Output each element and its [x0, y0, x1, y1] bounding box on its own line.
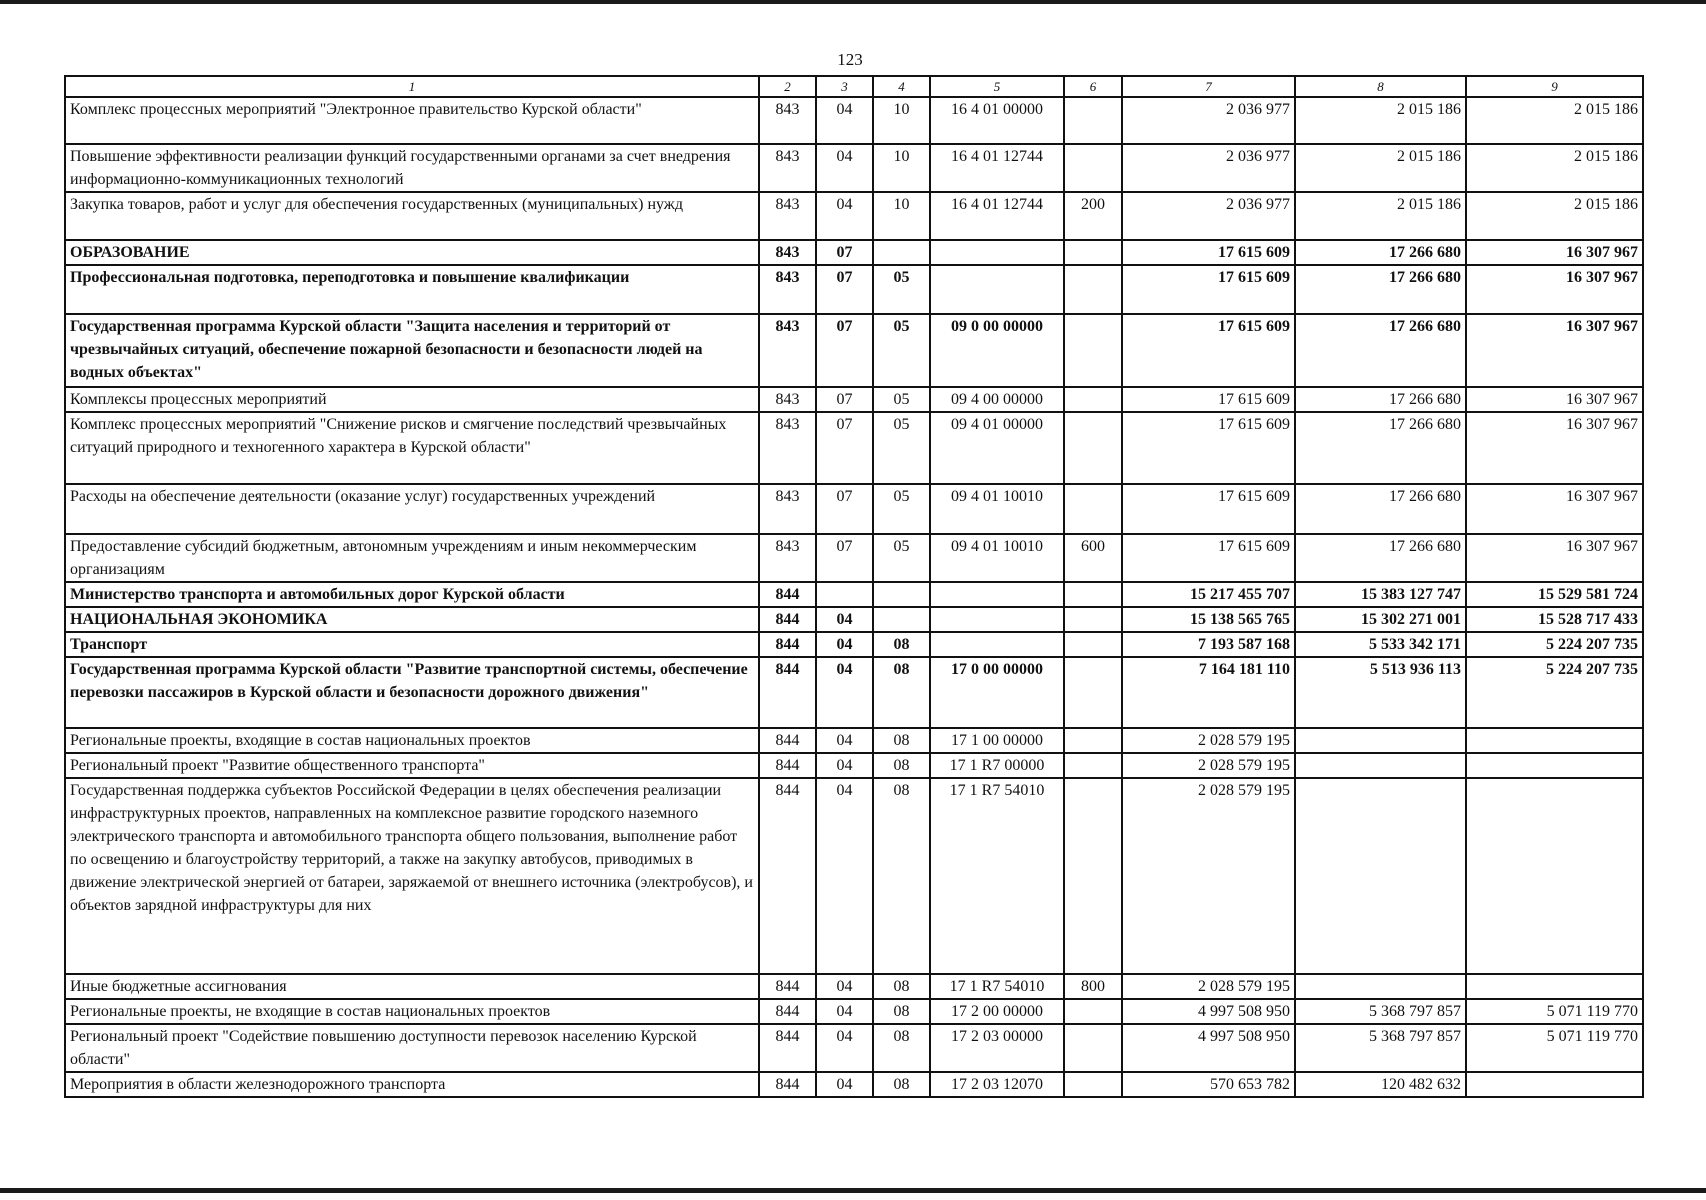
- row-code-subsection: 08: [873, 728, 930, 753]
- row-code-admin: 844: [759, 974, 816, 999]
- row-code-admin: 844: [759, 607, 816, 632]
- row-amount-col9: 15 529 581 724: [1466, 582, 1643, 607]
- table-row: [65, 728, 1643, 753]
- row-code-expense-type: 200: [1064, 192, 1122, 240]
- row-code-target: 09 4 00 00000: [930, 387, 1064, 412]
- row-amount-col7: 570 653 782: [1122, 1072, 1295, 1097]
- row-amount-col8: 2 015 186: [1295, 192, 1466, 240]
- row-code-subsection: 08: [873, 778, 930, 974]
- table-row: [65, 1024, 1643, 1072]
- row-code-subsection: 10: [873, 97, 930, 144]
- row-code-expense-type: 800: [1064, 974, 1122, 999]
- row-code-section: 07: [816, 484, 873, 534]
- row-code-subsection: 08: [873, 974, 930, 999]
- row-amount-col9: 5 071 119 770: [1466, 999, 1643, 1024]
- row-name: Предоставление субсидий бюджетным, автономным учреждениям и иным некоммерческим организациям: [65, 534, 759, 582]
- table-row: [65, 1072, 1643, 1097]
- row-name: Государственная программа Курской области "Защита населения и территорий от чрезвычайных ситуаций, обеспечение пожарной безопасности и безопасности людей на водных объектах": [65, 314, 759, 387]
- row-amount-col9: 16 307 967: [1466, 484, 1643, 534]
- row-name: Региональный проект "Развитие общественного транспорта": [65, 753, 759, 778]
- column-number-2: 2: [759, 76, 816, 97]
- table-row: [65, 97, 1643, 144]
- budget-table: [64, 75, 1644, 1098]
- row-amount-col8: [1295, 728, 1466, 753]
- column-number-1: 1: [65, 76, 759, 97]
- row-amount-col7: 17 615 609: [1122, 534, 1295, 582]
- table-row: [65, 387, 1643, 412]
- scan-edge-bottom: [0, 1188, 1706, 1193]
- row-amount-col7: 17 615 609: [1122, 240, 1295, 265]
- column-number-4: 4: [873, 76, 930, 97]
- row-amount-col8: 2 015 186: [1295, 97, 1466, 144]
- row-amount-col8: [1295, 974, 1466, 999]
- row-amount-col8: [1295, 778, 1466, 974]
- row-amount-col9: 16 307 967: [1466, 412, 1643, 484]
- row-code-section: 04: [816, 1024, 873, 1072]
- row-code-section: [816, 582, 873, 607]
- table-row: [65, 753, 1643, 778]
- row-name: Транспорт: [65, 632, 759, 657]
- table-row: [65, 240, 1643, 265]
- row-name: ОБРАЗОВАНИЕ: [65, 240, 759, 265]
- column-number-6: 6: [1064, 76, 1122, 97]
- row-amount-col7: 2 028 579 195: [1122, 778, 1295, 974]
- table-row: [65, 192, 1643, 240]
- table-row: [65, 484, 1643, 534]
- row-code-admin: 844: [759, 728, 816, 753]
- row-code-section: 07: [816, 534, 873, 582]
- row-code-expense-type: [1064, 582, 1122, 607]
- row-amount-col7: 7 164 181 110: [1122, 657, 1295, 728]
- table-row: [65, 657, 1643, 728]
- row-code-subsection: 08: [873, 753, 930, 778]
- row-code-expense-type: [1064, 632, 1122, 657]
- row-code-target: 09 4 01 10010: [930, 484, 1064, 534]
- row-code-target: [930, 632, 1064, 657]
- row-name: Иные бюджетные ассигнования: [65, 974, 759, 999]
- column-number-8: 8: [1295, 76, 1466, 97]
- row-code-admin: 843: [759, 240, 816, 265]
- row-code-target: 17 0 00 00000: [930, 657, 1064, 728]
- row-code-admin: 843: [759, 387, 816, 412]
- row-amount-col7: 17 615 609: [1122, 314, 1295, 387]
- row-amount-col9: [1466, 1072, 1643, 1097]
- row-code-target: 17 2 03 12070: [930, 1072, 1064, 1097]
- row-amount-col7: 15 217 455 707: [1122, 582, 1295, 607]
- row-code-section: 04: [816, 632, 873, 657]
- row-code-expense-type: [1064, 412, 1122, 484]
- row-amount-col8: 17 266 680: [1295, 412, 1466, 484]
- row-name: Комплексы процессных мероприятий: [65, 387, 759, 412]
- row-code-expense-type: [1064, 144, 1122, 192]
- row-code-admin: 843: [759, 314, 816, 387]
- row-code-admin: 844: [759, 1024, 816, 1072]
- page-number: 123: [837, 50, 863, 69]
- row-amount-col8: 5 368 797 857: [1295, 999, 1466, 1024]
- row-amount-col9: 2 015 186: [1466, 192, 1643, 240]
- row-amount-col9: [1466, 974, 1643, 999]
- table-row: [65, 999, 1643, 1024]
- row-code-admin: 844: [759, 632, 816, 657]
- table-row: [65, 632, 1643, 657]
- row-amount-col8: 5 368 797 857: [1295, 1024, 1466, 1072]
- row-code-section: 04: [816, 974, 873, 999]
- row-amount-col8: 17 266 680: [1295, 240, 1466, 265]
- row-amount-col9: 2 015 186: [1466, 144, 1643, 192]
- row-name: Комплекс процессных мероприятий "Снижение рисков и смягчение последствий чрезвычайных ситуаций природного и техногенного характера в Курской области": [65, 412, 759, 484]
- row-name: Государственная поддержка субъектов Российской Федерации в целях обеспечения реализации инфраструктурных проектов, направленных на комплексное развитие городского наземного электрического транспорта и автомобильного транспорта общего пользования, выполнение работ по освещению и благоустройству территорий, а также на закупку автобусов, приводимых в движение электрической энергией от батареи, заряжаемой от внешнего источника (электробусов), и объектов зарядной инфраструктуры для них: [65, 778, 759, 974]
- row-code-admin: 843: [759, 144, 816, 192]
- row-code-section: 04: [816, 97, 873, 144]
- row-name: Региональные проекты, входящие в состав национальных проектов: [65, 728, 759, 753]
- row-code-subsection: [873, 582, 930, 607]
- row-amount-col9: 16 307 967: [1466, 265, 1643, 314]
- row-name: Региональный проект "Содействие повышению доступности перевозок населению Курской области": [65, 1024, 759, 1072]
- row-code-expense-type: [1064, 314, 1122, 387]
- row-amount-col8: 5 513 936 113: [1295, 657, 1466, 728]
- row-code-admin: 843: [759, 265, 816, 314]
- row-code-admin: 843: [759, 412, 816, 484]
- row-amount-col8: 17 266 680: [1295, 314, 1466, 387]
- row-code-expense-type: [1064, 484, 1122, 534]
- row-amount-col9: 5 224 207 735: [1466, 657, 1643, 728]
- table-row: [65, 412, 1643, 484]
- row-amount-col7: 7 193 587 168: [1122, 632, 1295, 657]
- row-code-target: 09 4 01 10010: [930, 534, 1064, 582]
- row-amount-col9: [1466, 778, 1643, 974]
- row-code-target: 16 4 01 00000: [930, 97, 1064, 144]
- row-amount-col9: 2 015 186: [1466, 97, 1643, 144]
- row-code-target: 09 4 01 00000: [930, 412, 1064, 484]
- row-amount-col9: 16 307 967: [1466, 240, 1643, 265]
- table-row: [65, 144, 1643, 192]
- row-code-subsection: 05: [873, 484, 930, 534]
- row-code-subsection: 05: [873, 387, 930, 412]
- table-row: [65, 778, 1643, 974]
- row-amount-col7: 2 036 977: [1122, 144, 1295, 192]
- row-code-subsection: 05: [873, 265, 930, 314]
- row-amount-col8: 15 383 127 747: [1295, 582, 1466, 607]
- row-code-section: 07: [816, 412, 873, 484]
- row-code-subsection: 08: [873, 657, 930, 728]
- row-code-admin: 844: [759, 1072, 816, 1097]
- row-amount-col7: 17 615 609: [1122, 484, 1295, 534]
- budget-table-body: [65, 76, 1643, 1097]
- row-name: Комплекс процессных мероприятий "Электронное правительство Курской области": [65, 97, 759, 144]
- row-name: Министерство транспорта и автомобильных дорог Курской области: [65, 582, 759, 607]
- scan-edge-top: [0, 0, 1706, 4]
- row-amount-col8: 17 266 680: [1295, 484, 1466, 534]
- row-name: Расходы на обеспечение деятельности (оказание услуг) государственных учреждений: [65, 484, 759, 534]
- row-amount-col8: 17 266 680: [1295, 265, 1466, 314]
- row-code-target: 16 4 01 12744: [930, 192, 1064, 240]
- row-code-section: 04: [816, 144, 873, 192]
- row-name: Государственная программа Курской области "Развитие транспортной системы, обеспечение перевозки пассажиров в Курской области и безопасности дорожного движения": [65, 657, 759, 728]
- row-name: Повышение эффективности реализации функций государственными органами за счет внедрения информационно-коммуникационных технологий: [65, 144, 759, 192]
- row-code-section: 04: [816, 778, 873, 974]
- row-code-admin: 844: [759, 753, 816, 778]
- row-code-section: 04: [816, 607, 873, 632]
- row-name: Закупка товаров, работ и услуг для обеспечения государственных (муниципальных) нужд: [65, 192, 759, 240]
- row-code-section: 07: [816, 387, 873, 412]
- row-code-subsection: 05: [873, 412, 930, 484]
- row-name: Профессиональная подготовка, переподготовка и повышение квалификации: [65, 265, 759, 314]
- row-amount-col9: 16 307 967: [1466, 314, 1643, 387]
- row-code-subsection: 05: [873, 534, 930, 582]
- row-code-admin: 844: [759, 582, 816, 607]
- row-code-target: 17 1 R7 54010: [930, 778, 1064, 974]
- row-code-target: 17 2 00 00000: [930, 999, 1064, 1024]
- row-code-expense-type: [1064, 999, 1122, 1024]
- row-code-expense-type: [1064, 607, 1122, 632]
- row-amount-col7: 2 028 579 195: [1122, 974, 1295, 999]
- row-code-section: 04: [816, 657, 873, 728]
- table-row: [65, 582, 1643, 607]
- row-code-section: 04: [816, 192, 873, 240]
- row-amount-col9: 16 307 967: [1466, 534, 1643, 582]
- row-code-expense-type: 600: [1064, 534, 1122, 582]
- row-amount-col9: 16 307 967: [1466, 387, 1643, 412]
- row-code-section: 04: [816, 1072, 873, 1097]
- row-amount-col8: 17 266 680: [1295, 387, 1466, 412]
- row-name: Региональные проекты, не входящие в состав национальных проектов: [65, 999, 759, 1024]
- table-row: [65, 974, 1643, 999]
- row-amount-col9: [1466, 728, 1643, 753]
- row-code-admin: 843: [759, 97, 816, 144]
- row-amount-col7: 17 615 609: [1122, 265, 1295, 314]
- table-row: [65, 534, 1643, 582]
- row-code-subsection: 10: [873, 144, 930, 192]
- row-code-subsection: 10: [873, 192, 930, 240]
- row-amount-col9: 5 224 207 735: [1466, 632, 1643, 657]
- row-code-subsection: [873, 607, 930, 632]
- row-code-subsection: 08: [873, 1024, 930, 1072]
- table-row: [65, 265, 1643, 314]
- row-amount-col7: 2 036 977: [1122, 192, 1295, 240]
- row-amount-col7: 2 036 977: [1122, 97, 1295, 144]
- row-amount-col7: 4 997 508 950: [1122, 1024, 1295, 1072]
- table-row: [65, 314, 1643, 387]
- row-amount-col8: 5 533 342 171: [1295, 632, 1466, 657]
- row-code-expense-type: [1064, 1072, 1122, 1097]
- row-code-admin: 843: [759, 534, 816, 582]
- column-number-3: 3: [816, 76, 873, 97]
- row-amount-col8: 2 015 186: [1295, 144, 1466, 192]
- row-amount-col7: 2 028 579 195: [1122, 753, 1295, 778]
- row-code-expense-type: [1064, 97, 1122, 144]
- row-code-target: 17 1 R7 54010: [930, 974, 1064, 999]
- row-code-expense-type: [1064, 265, 1122, 314]
- row-amount-col8: 17 266 680: [1295, 534, 1466, 582]
- row-code-expense-type: [1064, 1024, 1122, 1072]
- row-code-target: [930, 240, 1064, 265]
- row-code-target: [930, 607, 1064, 632]
- row-code-expense-type: [1064, 657, 1122, 728]
- row-code-subsection: 08: [873, 632, 930, 657]
- row-code-expense-type: [1064, 728, 1122, 753]
- row-amount-col7: 17 615 609: [1122, 412, 1295, 484]
- column-number-9: 9: [1466, 76, 1643, 97]
- row-code-expense-type: [1064, 240, 1122, 265]
- row-code-section: 04: [816, 728, 873, 753]
- row-code-admin: 844: [759, 657, 816, 728]
- row-code-section: 07: [816, 265, 873, 314]
- row-code-target: 09 0 00 00000: [930, 314, 1064, 387]
- column-number-5: 5: [930, 76, 1064, 97]
- row-code-subsection: [873, 240, 930, 265]
- row-code-section: 04: [816, 999, 873, 1024]
- row-code-expense-type: [1064, 753, 1122, 778]
- column-number-7: 7: [1122, 76, 1295, 97]
- row-code-section: 07: [816, 240, 873, 265]
- row-amount-col7: 17 615 609: [1122, 387, 1295, 412]
- row-code-expense-type: [1064, 387, 1122, 412]
- row-name: Мероприятия в области железнодорожного транспорта: [65, 1072, 759, 1097]
- row-amount-col9: [1466, 753, 1643, 778]
- row-code-section: 04: [816, 753, 873, 778]
- row-amount-col9: 15 528 717 433: [1466, 607, 1643, 632]
- row-amount-col8: 120 482 632: [1295, 1072, 1466, 1097]
- row-code-expense-type: [1064, 778, 1122, 974]
- row-amount-col7: 4 997 508 950: [1122, 999, 1295, 1024]
- row-code-target: [930, 582, 1064, 607]
- row-code-target: 17 2 03 00000: [930, 1024, 1064, 1072]
- row-amount-col7: 2 028 579 195: [1122, 728, 1295, 753]
- row-code-subsection: 08: [873, 999, 930, 1024]
- row-code-section: 07: [816, 314, 873, 387]
- row-code-target: 17 1 00 00000: [930, 728, 1064, 753]
- row-code-admin: 843: [759, 192, 816, 240]
- column-number-row: [65, 76, 1643, 97]
- row-code-admin: 843: [759, 484, 816, 534]
- row-code-target: 17 1 R7 00000: [930, 753, 1064, 778]
- row-amount-col8: 15 302 271 001: [1295, 607, 1466, 632]
- row-name: НАЦИОНАЛЬНАЯ ЭКОНОМИКА: [65, 607, 759, 632]
- row-code-admin: 844: [759, 999, 816, 1024]
- row-code-subsection: 05: [873, 314, 930, 387]
- row-code-subsection: 08: [873, 1072, 930, 1097]
- row-amount-col7: 15 138 565 765: [1122, 607, 1295, 632]
- row-code-target: [930, 265, 1064, 314]
- row-amount-col8: [1295, 753, 1466, 778]
- row-code-target: 16 4 01 12744: [930, 144, 1064, 192]
- row-amount-col9: 5 071 119 770: [1466, 1024, 1643, 1072]
- table-row: [65, 607, 1643, 632]
- row-code-admin: 844: [759, 778, 816, 974]
